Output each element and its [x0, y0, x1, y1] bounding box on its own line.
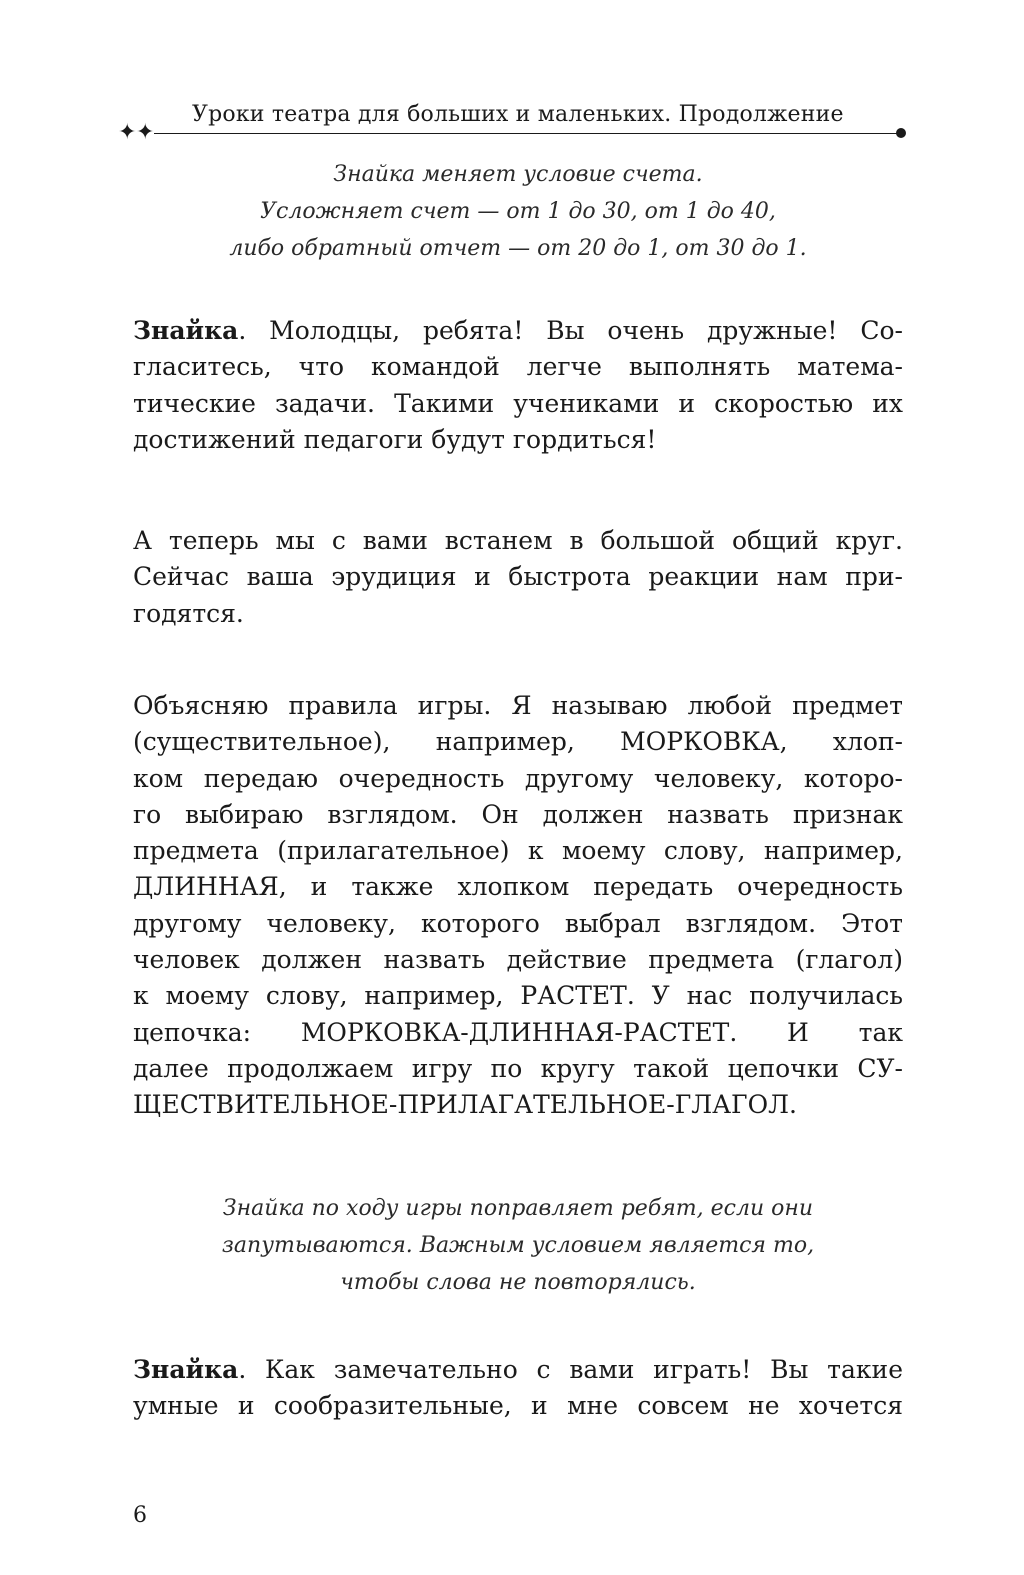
- paragraph-line: ком передаю очередность другому человеку, которо-: [133, 763, 903, 793]
- paragraph-line: человек должен назвать действие предмета (глагол): [133, 945, 903, 975]
- paragraph-line: ДЛИННАЯ, и также хлопком передать очередность: [133, 872, 903, 902]
- paragraph-line: к моему слову, например, РАСТЕТ. У нас получилась: [133, 981, 903, 1011]
- speaker-name: Знайка: [133, 1355, 239, 1384]
- paragraph-line: Знайка. Как замечательно с вами играть! Вы такие: [133, 1355, 903, 1384]
- star-ornament-icon: ✦: [136, 120, 155, 145]
- paragraph-line: другому человеку, которого выбрал взглядом. Этот: [133, 908, 903, 938]
- stage-direction-2: [133, 1190, 903, 1301]
- page-number: 6: [133, 1503, 147, 1528]
- paragraph-3: [133, 688, 903, 1124]
- stage-direction-line: Знайка по ходу игры поправляет ребят, если они: [222, 1196, 814, 1221]
- stage-direction-line: Усложняет счет — от 1 до 30, от 1 до 40,: [260, 199, 776, 224]
- paragraph-line: умные и сообразительные, и мне совсем не хочется: [133, 1391, 903, 1421]
- header-title: Уроки театра для больших и маленьких. Продолжение: [192, 102, 844, 127]
- paragraph-line: А теперь мы с вами встанем в большой общий круг.: [133, 526, 903, 555]
- paragraph-line: Сейчас ваша эрудиция и быстрота реакции нам при-: [133, 562, 903, 592]
- paragraph-line: годятся.: [133, 598, 244, 628]
- paragraph-line: Объясняю правила игры. Я называю любой предмет: [133, 691, 903, 720]
- paragraph-line: го выбираю взглядом. Он должен назвать признак: [133, 799, 903, 829]
- paragraph-1: [133, 313, 903, 458]
- paragraph-line: цепочка: МОРКОВКА-ДЛИННАЯ-РАСТЕТ. И так: [133, 1017, 903, 1047]
- stage-direction-line: либо обратный отчет — от 20 до 1, от 30 до 1.: [229, 236, 807, 261]
- paragraph-line: далее продолжаем игру по кругу такой цепочки СУ-: [133, 1053, 903, 1083]
- stage-direction-1: [133, 156, 903, 267]
- paragraph-2: [133, 523, 903, 632]
- paragraph-line: ЩЕСТВИТЕЛЬНОЕ-ПРИЛАГАТЕЛЬНОЕ-ГЛАГОЛ.: [133, 1090, 797, 1120]
- stage-direction-line: чтобы слова не повторялись.: [340, 1270, 696, 1295]
- paragraph-line: предмета (прилагательное) к моему слову, например,: [133, 836, 903, 866]
- dot-ornament-icon: [896, 128, 906, 138]
- stage-direction-line: запутываются. Важным условием является то,: [221, 1233, 815, 1258]
- stage-direction-line: Знайка меняет условие счета.: [333, 162, 703, 187]
- paragraph-line: тические задачи. Такими учениками и скоростью их: [133, 388, 903, 418]
- paragraph-4: [133, 1352, 903, 1425]
- star-ornament-icon: ✦: [118, 120, 137, 145]
- speaker-name: Знайка: [133, 316, 239, 345]
- paragraph-line: Знайка. Молодцы, ребята! Вы очень дружные! Со-: [133, 316, 903, 345]
- paragraph-line: достижений педагоги будут гордиться!: [133, 424, 657, 454]
- running-header: [118, 100, 908, 160]
- header-rule: [154, 133, 900, 134]
- paragraph-line: (существительное), например, МОРКОВКА, хлоп-: [133, 727, 903, 757]
- paragraph-line: гласитесь, что командой легче выполнять матема-: [133, 352, 903, 382]
